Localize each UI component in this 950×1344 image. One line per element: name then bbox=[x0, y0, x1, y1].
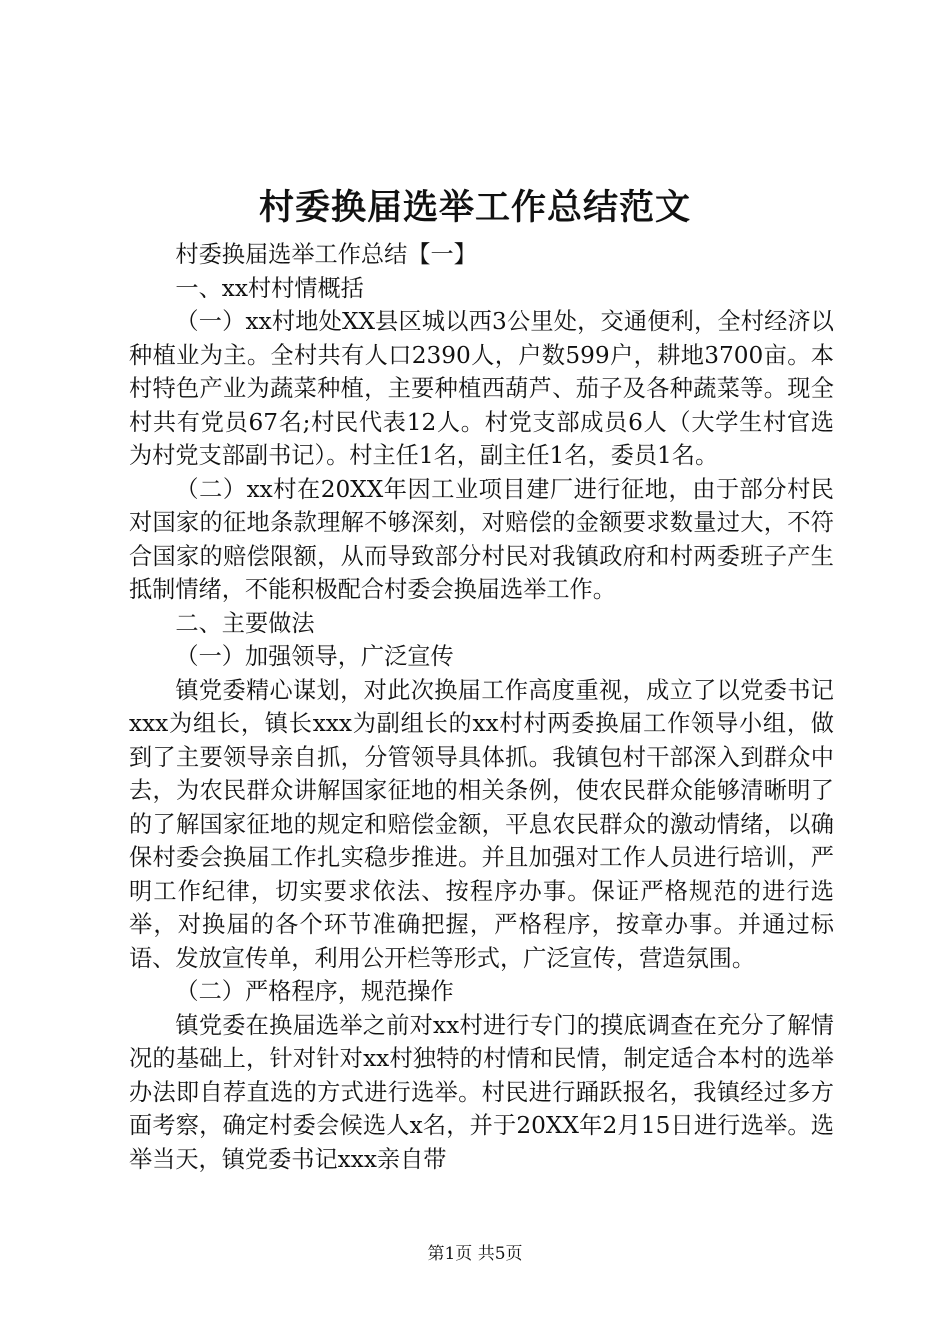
page-footer: 第1页 共5页 bbox=[427, 1244, 523, 1264]
document-body bbox=[129, 238, 834, 1176]
section-heading-village-overview: 一、xx村村情概括 bbox=[175, 274, 364, 302]
paragraph-village-profile: （一）xx村地处XX县区城以西3公里处，交通便利，全村经济以种植业为主。全村共有人口2390人，户数599户，耕地3700亩。本村特色产业为蔬菜种植，主要种植西葫芦、茄子及各种蔬菜等。现全村共有党员67名;村民代表12人。村党支部成员6人（大学生村官选为村党支部副书记）。村主任1名，副主任1名，委员1名。 bbox=[129, 308, 834, 469]
section-heading-main-practices: 二、主要做法 bbox=[175, 609, 315, 637]
paragraph-land-acquisition: （二）xx村在20XX年因工业项目建厂进行征地，由于部分村民对国家的征地条款理解不够深刻，对赔偿的金额要求数量过大，不符合国家的赔偿限额，从而导致部分村民对我镇政府和村两委班子产生抵制情绪，不能积极配合村委会换届选举工作。 bbox=[129, 475, 834, 603]
section-heading-summary-one: 村委换届选举工作总结【一】 bbox=[175, 241, 477, 268]
paragraph-leadership-publicity: 镇党委精心谋划，对此次换届工作高度重视，成立了以党委书记xxx为组长，镇长xxx为副组长的xx村村两委换届工作领导小组，做到了主要领导亲自抓，分管领导具体抓。我镇包村干部深入到群众中去，为农民群众讲解国家征地的相关条例，使农民群众能够清晰明了的了解国家征地的规定和赔偿金额，平息农民群众的激动情绪，以确保村委会换届工作扎实稳步推进。并且加强对工作人员进行培训，严明工作纪律，切实要求依法、按程序办事。保证严格规范的进行选举，对换届的各个环节准确把握，严格程序，按章办事。并通过标语、发放宣传单，利用公开栏等形式，广泛宣传，营造氛围。 bbox=[129, 676, 834, 972]
document-title: 村委换届选举工作总结范文 bbox=[258, 187, 691, 228]
subheading-strict-procedure: （二）严格程序，规范操作 bbox=[175, 978, 454, 1005]
paragraph-strict-procedure: 镇党委在换届选举之前对xx村进行专门的摸底调查在充分了解情况的基础上，针对针对xx村独特的村情和民情，制定适合本村的选举办法即自荐直选的方式进行选举。村民进行踊跃报名，我镇经过多方面考察，确定村委会候选人x名，并于20XX年2月15日进行选举。选举当天，镇党委书记xxx亲自带 bbox=[129, 1011, 834, 1173]
subheading-leadership-publicity: （一）加强领导，广泛宣传 bbox=[175, 643, 454, 670]
